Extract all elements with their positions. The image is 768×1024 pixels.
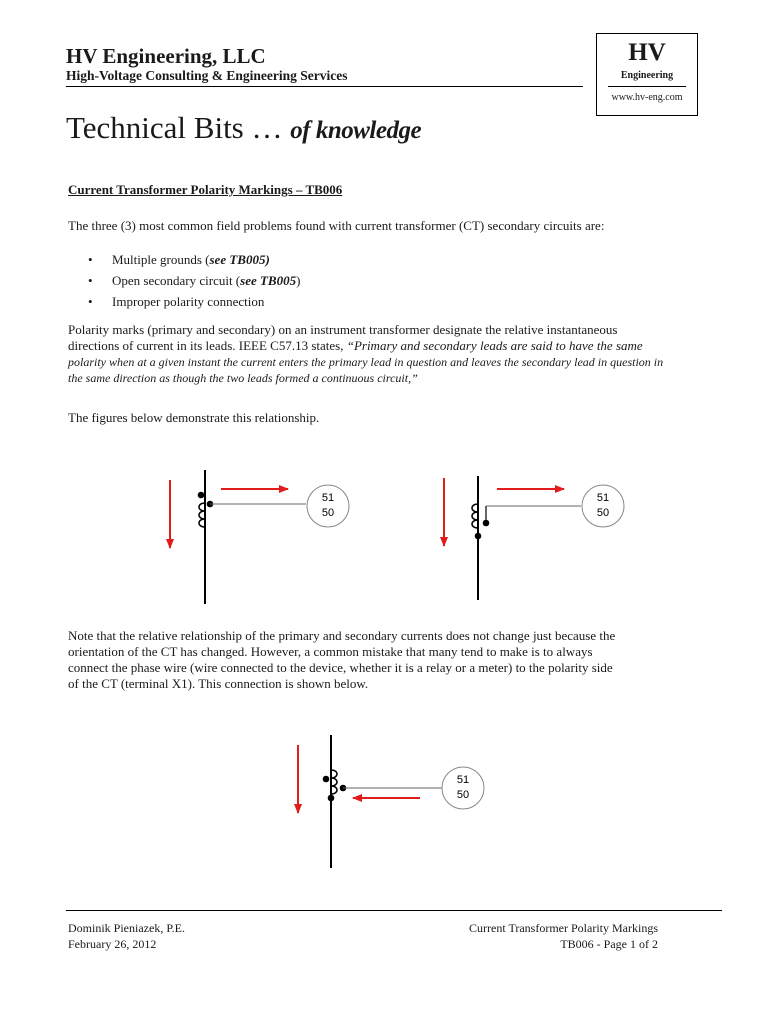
footer-right	[444, 920, 658, 952]
list-item-text: Improper polarity connection	[112, 294, 265, 309]
list-item-ref: see TB005)	[209, 252, 270, 267]
paragraph-text: directions of current in its leads. IEEE C57.13 states,	[68, 338, 347, 353]
footer-left	[68, 920, 185, 952]
logo-mark: HV	[628, 39, 666, 66]
paragraph-line: orientation of the CT has changed. However, a common mistake that many tend to make is to always	[68, 644, 593, 659]
paragraph-line: Polarity marks (primary and secondary) on an instrument transformer designate the relative instantaneous	[68, 322, 618, 337]
relay-label-51: 51	[456, 774, 470, 786]
relay-label-50: 50	[321, 507, 335, 519]
footer-author: Dominik Pieniazek, P.E.	[68, 921, 185, 935]
list-item-text: Multiple grounds (	[112, 252, 210, 267]
relay-label-51: 51	[321, 492, 335, 504]
paragraph-line: connect the phase wire (wire connected to the device, whether it is a relay or a meter) to the polarity side	[68, 660, 613, 675]
footer-doc-name: Current Transformer Polarity Markings	[469, 921, 658, 935]
ieee-quote-line: polarity when at a given instant the current enters the primary lead in question and leaves the secondary lead in question in	[68, 355, 664, 369]
relay-label-51: 51	[596, 492, 610, 504]
ieee-quote-line: the same direction as though the two leads formed a continuous circuit,”	[68, 371, 418, 385]
intro-paragraph: The three (3) most common field problems found with current transformer (CT) secondary circuits are:	[68, 218, 605, 233]
footer-page-ref: TB006 - Page 1 of 2	[560, 937, 658, 951]
logo-url: www.hv-eng.com	[611, 92, 683, 103]
banner-emphasis: of knowledge	[290, 117, 422, 144]
list-item-text: Open secondary circuit (	[112, 273, 241, 288]
ct-figure-1	[170, 470, 349, 604]
relay-label-50: 50	[596, 507, 610, 519]
ieee-quote: “Primary and secondary leads are said to have the same	[346, 338, 643, 353]
banner-main: Technical Bits …	[66, 110, 283, 145]
list-item-close: )	[296, 273, 301, 288]
polarity-dot	[198, 492, 205, 499]
paragraph-line: Note that the relative relationship of the primary and secondary currents does not change just because the	[68, 628, 616, 643]
figures-intro: The figures below demonstrate this relationship.	[68, 410, 320, 425]
note-paragraph	[68, 628, 615, 692]
footer-divider	[66, 910, 722, 911]
polarity-dot	[328, 795, 335, 802]
company-tagline: High-Voltage Consulting & Engineering Services	[66, 68, 348, 83]
ct-figure-3	[298, 735, 484, 868]
relay-label-50: 50	[456, 789, 470, 801]
paragraph-line: of the CT (terminal X1). This connection is shown below.	[68, 676, 369, 691]
logo-word: Engineering	[620, 70, 674, 81]
list-item-ref: see TB005	[240, 273, 297, 288]
polarity-dot	[323, 776, 330, 783]
footer-date: February 26, 2012	[68, 937, 157, 951]
document-title: Current Transformer Polarity Markings – TB006	[68, 182, 343, 197]
ct-figure-2	[444, 476, 624, 600]
polarity-dot	[475, 533, 482, 540]
company-name: HV Engineering, LLC	[66, 44, 266, 68]
